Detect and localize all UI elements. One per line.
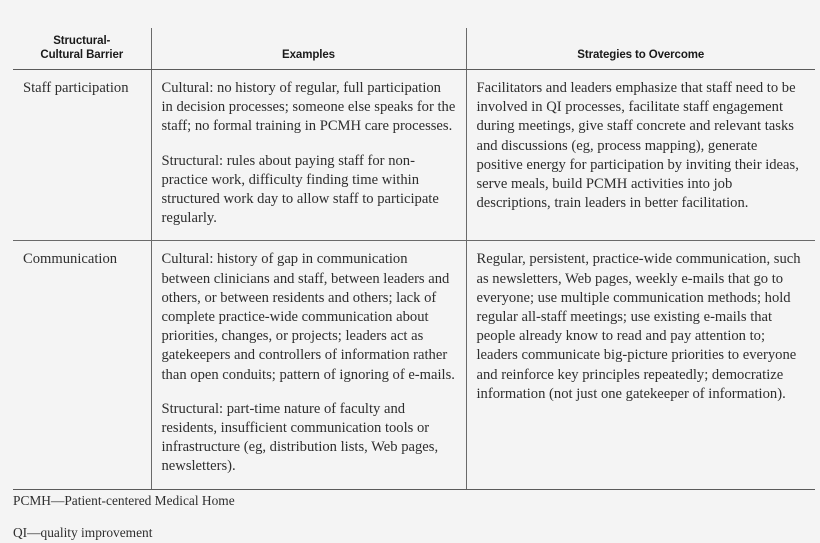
table-footnotes: [13, 492, 793, 541]
table-row: [13, 241, 815, 489]
cell-barrier: Communication: [13, 241, 151, 489]
table-row: [13, 70, 815, 241]
column-header-barrier-line2: Cultural Barrier: [40, 49, 124, 61]
footnote-qi: QI—quality improvement: [13, 525, 153, 540]
examples-structural-paragraph: Structural: rules about paying staff for non-practice work, difficulty finding time within structured work day to allow staff to participate regularly.: [161, 152, 439, 227]
table-header: [13, 28, 815, 70]
cell-examples: [151, 241, 466, 489]
cell-strategies: [466, 241, 815, 489]
column-header-examples: Examples: [151, 28, 466, 70]
cell-barrier: Staff participation: [13, 70, 151, 241]
examples-cultural-paragraph: Cultural: history of gap in communication between clinicians and staff, between leaders and others, or between residents and others; lack of complete practice-wide communication about priorities, changes, or projects; leaders act as gatekeepers and controllers of information rather than open conduits; pattern of ignoring of e-mails.: [161, 251, 455, 383]
structural-cultural-barriers-table: [13, 28, 815, 490]
column-header-barrier: [13, 28, 151, 70]
cell-examples: [151, 70, 466, 241]
strategies-paragraph: Facilitators and leaders emphasize that staff need to be involved in QI processes, facilitate staff engagement during meetings, give staff concrete and relevant tasks and discussions (eg, process mapping), generate positive energy for participation by inviting their ideas, serve meals, build PCMH activities into job descriptions, train leaders in better facilitation.: [476, 80, 799, 212]
strategies-paragraph: Regular, persistent, practice-wide communication, such as newsletters, Web pages, weekly e-mails that go to everyone; use multiple communication methods; hold regular all-staff meetings; use existing e-mails that people already know to read and pay attention to; leaders communicate big-picture priorities to everyone and reinforce key principles repeatedly; democratize information (not just one gatekeeper of information).: [476, 251, 801, 402]
examples-cultural-paragraph: Cultural: no history of regular, full participation in decision processes; someone else speaks for the staff; no formal training in PCMH care processes.: [161, 80, 456, 135]
column-header-strategies: Strategies to Overcome: [466, 28, 815, 70]
cell-strategies: [466, 70, 815, 241]
examples-structural-paragraph: Structural: part-time nature of faculty and residents, insufficient communication tools or infrastructure (eg, distribution lists, Web pages, newsletters).: [161, 400, 439, 475]
column-header-barrier-line1: Structural-: [53, 35, 111, 47]
table-body: [13, 70, 815, 490]
table-header-row: [13, 28, 815, 70]
footnote-pcmh: PCMH—Patient-centered Medical Home: [13, 493, 235, 508]
